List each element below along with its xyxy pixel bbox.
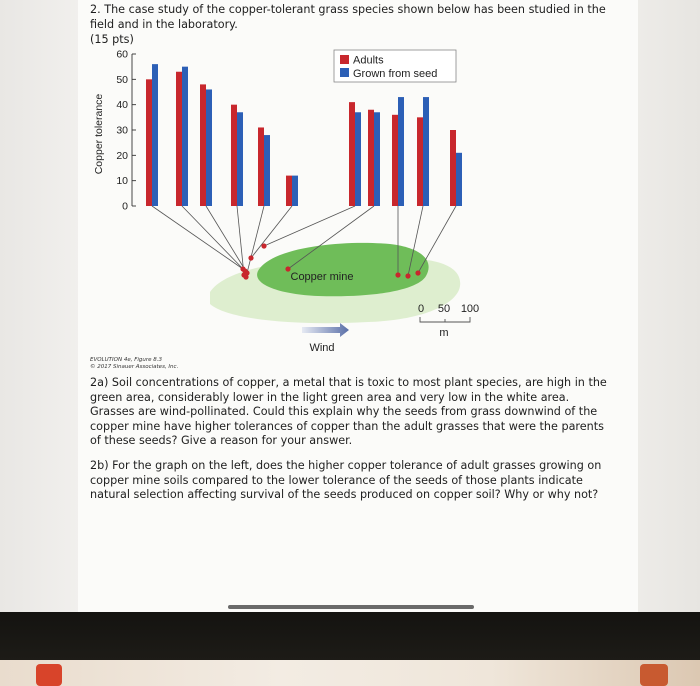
scale-tick-50: 50 [437,303,451,315]
bar-seed-2 [182,67,188,206]
site-connector-line [264,206,355,246]
scale-tick-100: 100 [460,303,480,315]
bar-adults-4 [231,105,237,206]
y-tick-label: 40 [116,99,128,112]
bar-adults-5 [258,127,264,206]
desk-surface [0,660,700,686]
sample-site-5 [243,274,248,279]
bar-adults-1 [146,79,152,206]
bar-seed-7 [355,112,361,206]
bar-seed-6 [292,176,298,206]
bar-seed-11 [456,153,462,206]
question-points: (15 pts) [90,33,134,46]
y-tick-label: 10 [116,175,128,188]
bar-adults-10 [417,117,423,206]
y-tick-label: 0 [122,200,128,213]
site-connector-line [152,206,243,269]
y-tick-label: 60 [116,48,128,61]
sample-site-11 [415,270,420,275]
bar-adults-2 [176,72,182,206]
site-connector-line [182,206,245,271]
sample-site-7 [261,243,266,248]
desk-object-right [640,664,668,686]
wind-arrow-icon [302,323,349,337]
question-title: 2. The case study of the copper-tolerant grass species shown below has been studied in the field and in the laboratory. [90,3,606,31]
scale-tick-0: 0 [417,303,425,315]
legend-label-adults: Adults [353,54,384,67]
legend-swatch-seed [340,68,349,77]
sample-site-10 [405,273,410,278]
question-part-b: 2b) For the graph on the left, does the higher copper tolerance of adult grasses growing on copper mine soils compared to the lower tolerance of the seeds of those plants indicate natural selection affecting survival of the seeds produced on copper soil? Why or why not? [90,459,602,501]
site-connector-line [206,206,247,273]
bar-adults-7 [349,102,355,206]
y-axis-label: Copper tolerance [93,93,105,175]
bar-seed-5 [264,135,270,206]
bar-adults-6 [286,176,292,206]
desk-object-left [36,664,62,686]
device-bezel [0,612,700,660]
figure-credit-title: EVOLUTION 4e, Figure 8.3 [90,357,163,363]
legend-label-seed: Grown from seed [353,68,438,80]
bar-seed-9 [398,97,404,206]
y-tick-label: 50 [116,73,128,86]
bar-adults-3 [200,84,206,206]
copper-mine-zone [257,243,429,296]
bar-seed-1 [152,64,158,206]
bar-seed-3 [206,89,212,206]
copper-tolerance-figure [78,44,618,356]
bar-adults-8 [368,110,374,206]
bar-adults-9 [392,115,398,206]
y-tick-label: 20 [116,149,128,162]
mine-label: Copper mine [290,271,354,283]
bar-seed-10 [423,97,429,206]
scale-unit: m [439,327,449,339]
figure-credit-copyright: © 2017 Sinauer Associates, Inc. [90,364,179,370]
sample-site-9 [395,272,400,277]
site-connector-line [237,206,244,275]
scroll-indicator[interactable] [228,605,474,609]
bar-adults-11 [450,130,456,206]
wind-label: Wind [309,342,335,354]
y-tick-label: 30 [116,124,128,137]
bar-seed-4 [237,112,243,206]
legend-swatch-adults [340,55,349,64]
scale-bar [420,317,470,322]
sample-site-6 [248,255,253,260]
question-part-a: 2a) Soil concentrations of copper, a metal that is toxic to most plant species, are high in the green area, considerably lower in the light green area and very low in the white area. Grasses are wind-pollinated. Could this explain why the seeds from grass downwind of the copper mine have higher tolerances of copper than the adult grasses that were the parents of these seeds? Give a reason for your answer. [90,376,607,447]
bar-seed-8 [374,112,380,206]
site-connector-line [246,206,264,277]
